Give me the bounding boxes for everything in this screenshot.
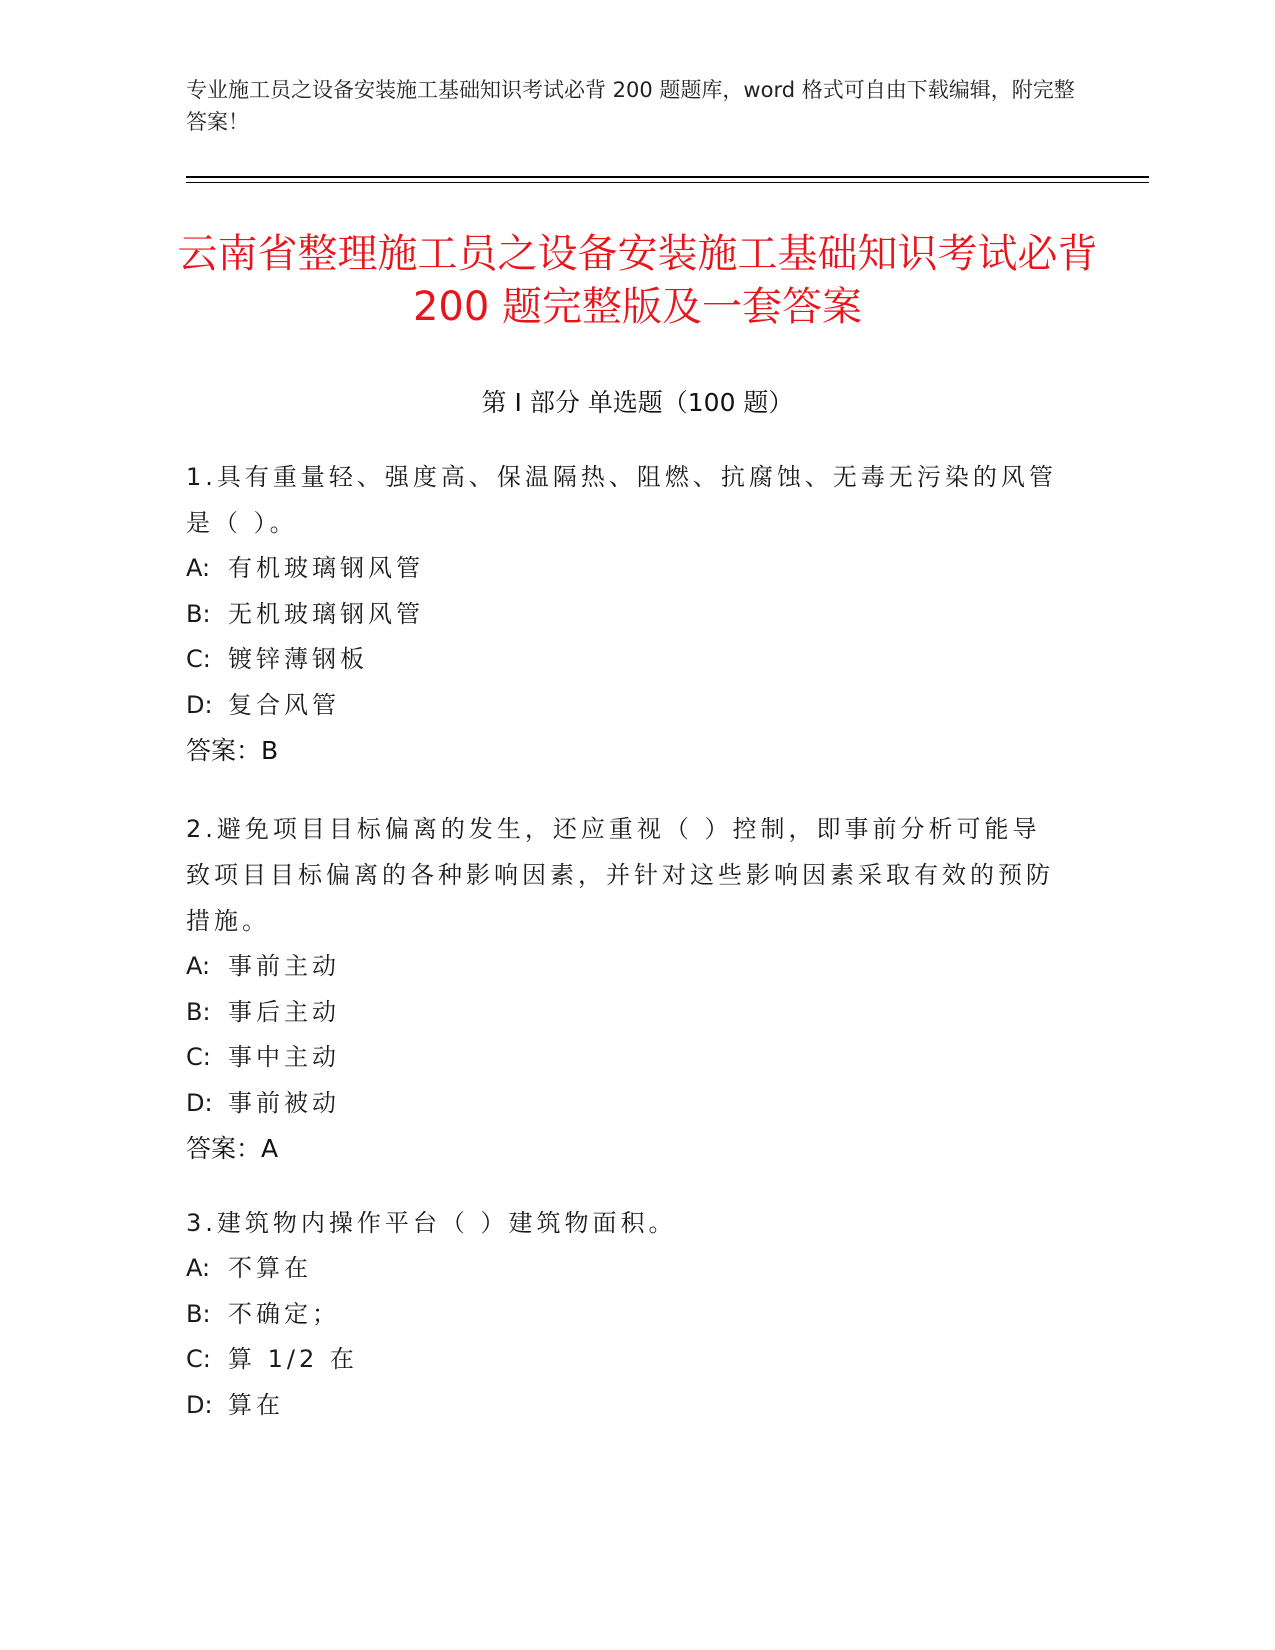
option-letter: D: xyxy=(186,690,213,719)
option-text: 有机玻璃钢风管 xyxy=(228,554,424,582)
option-letter: C: xyxy=(186,1345,211,1373)
option-text: 事后主动 xyxy=(228,997,340,1026)
option-d xyxy=(186,1081,1066,1127)
option-text: 不确定； xyxy=(228,1299,340,1328)
option-c xyxy=(186,1337,1066,1383)
option-letter: C: xyxy=(186,645,211,673)
question-stem: 2.避免项目目标偏离的发生，还应重视（ ）控制，即事前分析可能导致项目目标偏离的各种影响因素，并针对这些影响因素采取有效的预防措施。 xyxy=(186,815,1054,935)
document-title: 云南省整理施工员之设备安装施工基础知识考试必背 200 题完整版及一套答案 xyxy=(177,231,1098,330)
option-a xyxy=(186,944,1066,990)
option-b xyxy=(186,1292,1066,1338)
option-a xyxy=(186,546,1066,592)
option-text: 事前主动 xyxy=(228,952,340,980)
option-letter: D: xyxy=(186,1088,213,1117)
option-a xyxy=(186,1246,1066,1292)
header-rule-thin xyxy=(186,182,1149,183)
option-letter: A: xyxy=(186,952,211,980)
answer: 答案：A xyxy=(186,1134,279,1163)
option-text: 算在 xyxy=(228,1390,284,1419)
option-text: 复合风管 xyxy=(228,690,340,719)
option-b xyxy=(186,592,1066,638)
option-text: 事中主动 xyxy=(228,1043,340,1071)
question-2 xyxy=(186,806,1066,1172)
question-1 xyxy=(186,454,1066,774)
option-text: 不算在 xyxy=(228,1254,312,1282)
option-d xyxy=(186,1383,1066,1429)
option-letter: A: xyxy=(186,1254,211,1282)
question-stem: 3.建筑物内操作平台（ ）建筑物面积。 xyxy=(186,1209,677,1237)
option-letter: B: xyxy=(186,1299,211,1328)
question-stem: 1.具有重量轻、强度高、保温隔热、阻燃、抗腐蚀、无毒无污染的风管是（ ）。 xyxy=(186,463,1057,537)
answer: 答案：B xyxy=(186,736,279,765)
header-note: 专业施工员之设备安装施工基础知识考试必背 200 题题库，word 格式可自由下载编辑，附完整答案！ xyxy=(186,78,1075,134)
option-c xyxy=(186,637,1066,683)
option-letter: B: xyxy=(186,997,211,1026)
option-text: 无机玻璃钢风管 xyxy=(228,599,424,628)
option-text: 算 1/2 在 xyxy=(228,1345,358,1373)
option-text: 镀锌薄钢板 xyxy=(228,645,368,673)
section-title: 第 I 部分 单选题（100 题） xyxy=(481,388,794,417)
option-c xyxy=(186,1035,1066,1081)
option-letter: B: xyxy=(186,599,211,628)
option-letter: C: xyxy=(186,1043,211,1071)
option-letter: D: xyxy=(186,1390,213,1419)
question-3 xyxy=(186,1200,1066,1428)
option-letter: A: xyxy=(186,554,211,582)
option-b xyxy=(186,990,1066,1036)
header-rule-thick xyxy=(186,176,1149,178)
option-text: 事前被动 xyxy=(228,1088,340,1117)
option-d xyxy=(186,683,1066,729)
